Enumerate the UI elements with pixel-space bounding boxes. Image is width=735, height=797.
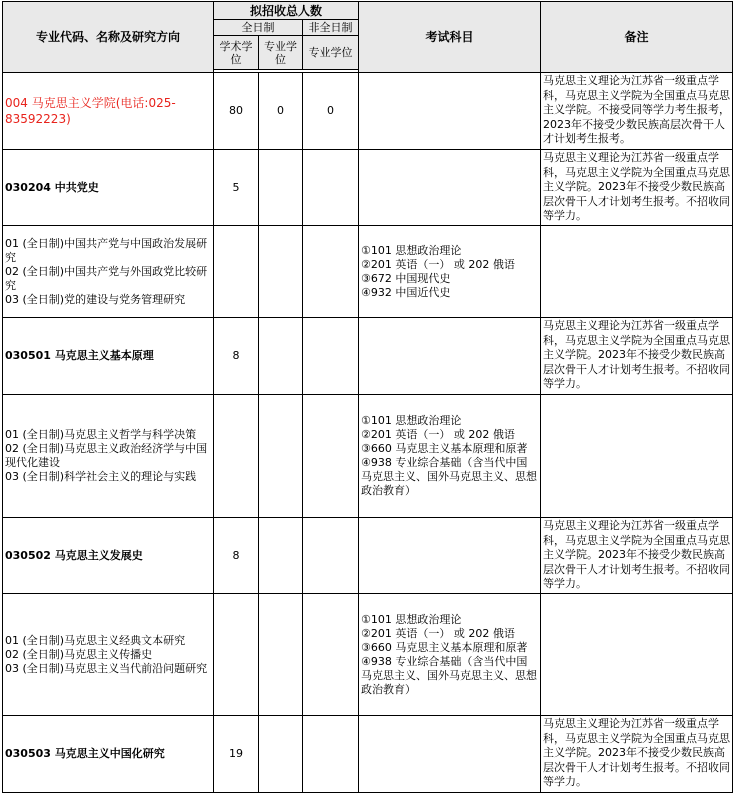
research-directions bbox=[3, 226, 214, 318]
major-academic: 5 bbox=[214, 150, 259, 226]
major-academic: 19 bbox=[214, 716, 259, 793]
college-academic: 80 bbox=[214, 73, 259, 150]
research-directions bbox=[3, 395, 214, 518]
table-row bbox=[3, 318, 733, 395]
direction-item: 02 (全日制)马克思主义传播史 bbox=[5, 647, 153, 661]
major-code-name: 030501 马克思主义基本原理 bbox=[3, 318, 214, 395]
subject-item: ③660 马克思主义基本原理和原著 bbox=[361, 442, 528, 455]
table-row bbox=[3, 395, 733, 518]
header-exam: 考试科目 bbox=[359, 2, 541, 73]
header-enroll-total: 拟招收总人数 bbox=[214, 2, 359, 20]
exam-subjects bbox=[359, 226, 541, 318]
table-row bbox=[3, 73, 733, 150]
table-row bbox=[3, 594, 733, 716]
direction-item: 02 (全日制)中国共产党与外国政党比较研究 bbox=[5, 264, 208, 292]
major-code-name: 030502 马克思主义发展史 bbox=[3, 518, 214, 594]
header-parttime: 非全日制 bbox=[303, 20, 359, 36]
college-note: 马克思主义理论为江苏省一级重点学科，马克思主义学院为全国重点马克思主义学院。不接受同等学力考生报考，2023年不接受少数民族高层次骨干人才计划考生报考。 bbox=[541, 73, 733, 150]
table-row bbox=[3, 518, 733, 594]
exam-subjects bbox=[359, 395, 541, 518]
subject-item: ④932 中国近代史 bbox=[361, 285, 451, 299]
subject-item: ④938 专业综合基础（含当代中国马克思主义、国外马克思主义、思想政治教育） bbox=[361, 456, 537, 497]
subject-item: ②201 英语（一） 或 202 俄语 bbox=[361, 257, 515, 271]
exam-subjects bbox=[359, 594, 541, 716]
college-parttime: 0 bbox=[303, 73, 359, 150]
major-code-name: 030503 马克思主义中国化研究 bbox=[3, 716, 214, 793]
major-note: 马克思主义理论为江苏省一级重点学科，马克思主义学院为全国重点马克思主义学院。2023年不接受少数民族高层次骨干人才计划考生报考。不招收同等学力。 bbox=[541, 716, 733, 793]
admissions-table bbox=[2, 1, 733, 793]
major-academic: 8 bbox=[214, 518, 259, 594]
direction-item: 03 (全日制)科学社会主义的理论与实践 bbox=[5, 470, 197, 483]
header-major: 专业代码、名称及研究方向 bbox=[3, 2, 214, 73]
table-row bbox=[3, 150, 733, 226]
subject-item: ②201 英语（一） 或 202 俄语 bbox=[361, 626, 515, 640]
subject-item: ①101 思想政治理论 bbox=[361, 414, 462, 427]
header-parttime-professional: 专业学位 bbox=[303, 36, 359, 70]
direction-item: 01 (全日制)中国共产党与中国政治发展研究 bbox=[5, 236, 208, 264]
direction-item: 03 (全日制)党的建设与党务管理研究 bbox=[5, 292, 186, 306]
subject-item: ①101 思想政治理论 bbox=[361, 612, 462, 626]
table-row bbox=[3, 716, 733, 793]
direction-item: 03 (全日制)马克思主义当代前沿问题研究 bbox=[5, 661, 208, 675]
direction-item: 01 (全日制)马克思主义哲学与科学决策 bbox=[5, 428, 197, 441]
college-professional: 0 bbox=[259, 73, 303, 150]
table-row bbox=[3, 226, 733, 318]
header-academic: 学术学位 bbox=[214, 36, 259, 70]
subject-item: ③660 马克思主义基本原理和原著 bbox=[361, 640, 528, 654]
header-fulltime: 全日制 bbox=[214, 20, 303, 36]
major-note: 马克思主义理论为江苏省一级重点学科，马克思主义学院为全国重点马克思主义学院。2023年不接受少数民族高层次骨干人才计划考生报考。不招收同等学力。 bbox=[541, 518, 733, 594]
major-code-name: 030204 中共党史 bbox=[3, 150, 214, 226]
major-note: 马克思主义理论为江苏省一级重点学科，马克思主义学院为全国重点马克思主义学院。2023年不接受少数民族高层次骨干人才计划考生报考。不招收同等学力。 bbox=[541, 318, 733, 395]
header-note: 备注 bbox=[541, 2, 733, 73]
major-academic: 8 bbox=[214, 318, 259, 395]
direction-item: 01 (全日制)马克思主义经典文本研究 bbox=[5, 633, 186, 647]
header-professional: 专业学位 bbox=[259, 36, 303, 70]
subject-item: ①101 思想政治理论 bbox=[361, 243, 462, 257]
subject-item: ③672 中国现代史 bbox=[361, 271, 451, 285]
subject-item: ④938 专业综合基础（含当代中国马克思主义、国外马克思主义、思想政治教育） bbox=[361, 654, 537, 696]
direction-item: 02 (全日制)马克思主义政治经济学与中国现代化建设 bbox=[5, 442, 208, 469]
subject-item: ②201 英语（一） 或 202 俄语 bbox=[361, 428, 515, 441]
major-note: 马克思主义理论为江苏省一级重点学科，马克思主义学院为全国重点马克思主义学院。2023年不接受少数民族高层次骨干人才计划考生报考。不招收同等学力。 bbox=[541, 150, 733, 226]
college-name: 004 马克思主义学院(电话:025-83592223) bbox=[3, 73, 214, 150]
research-directions bbox=[3, 594, 214, 716]
